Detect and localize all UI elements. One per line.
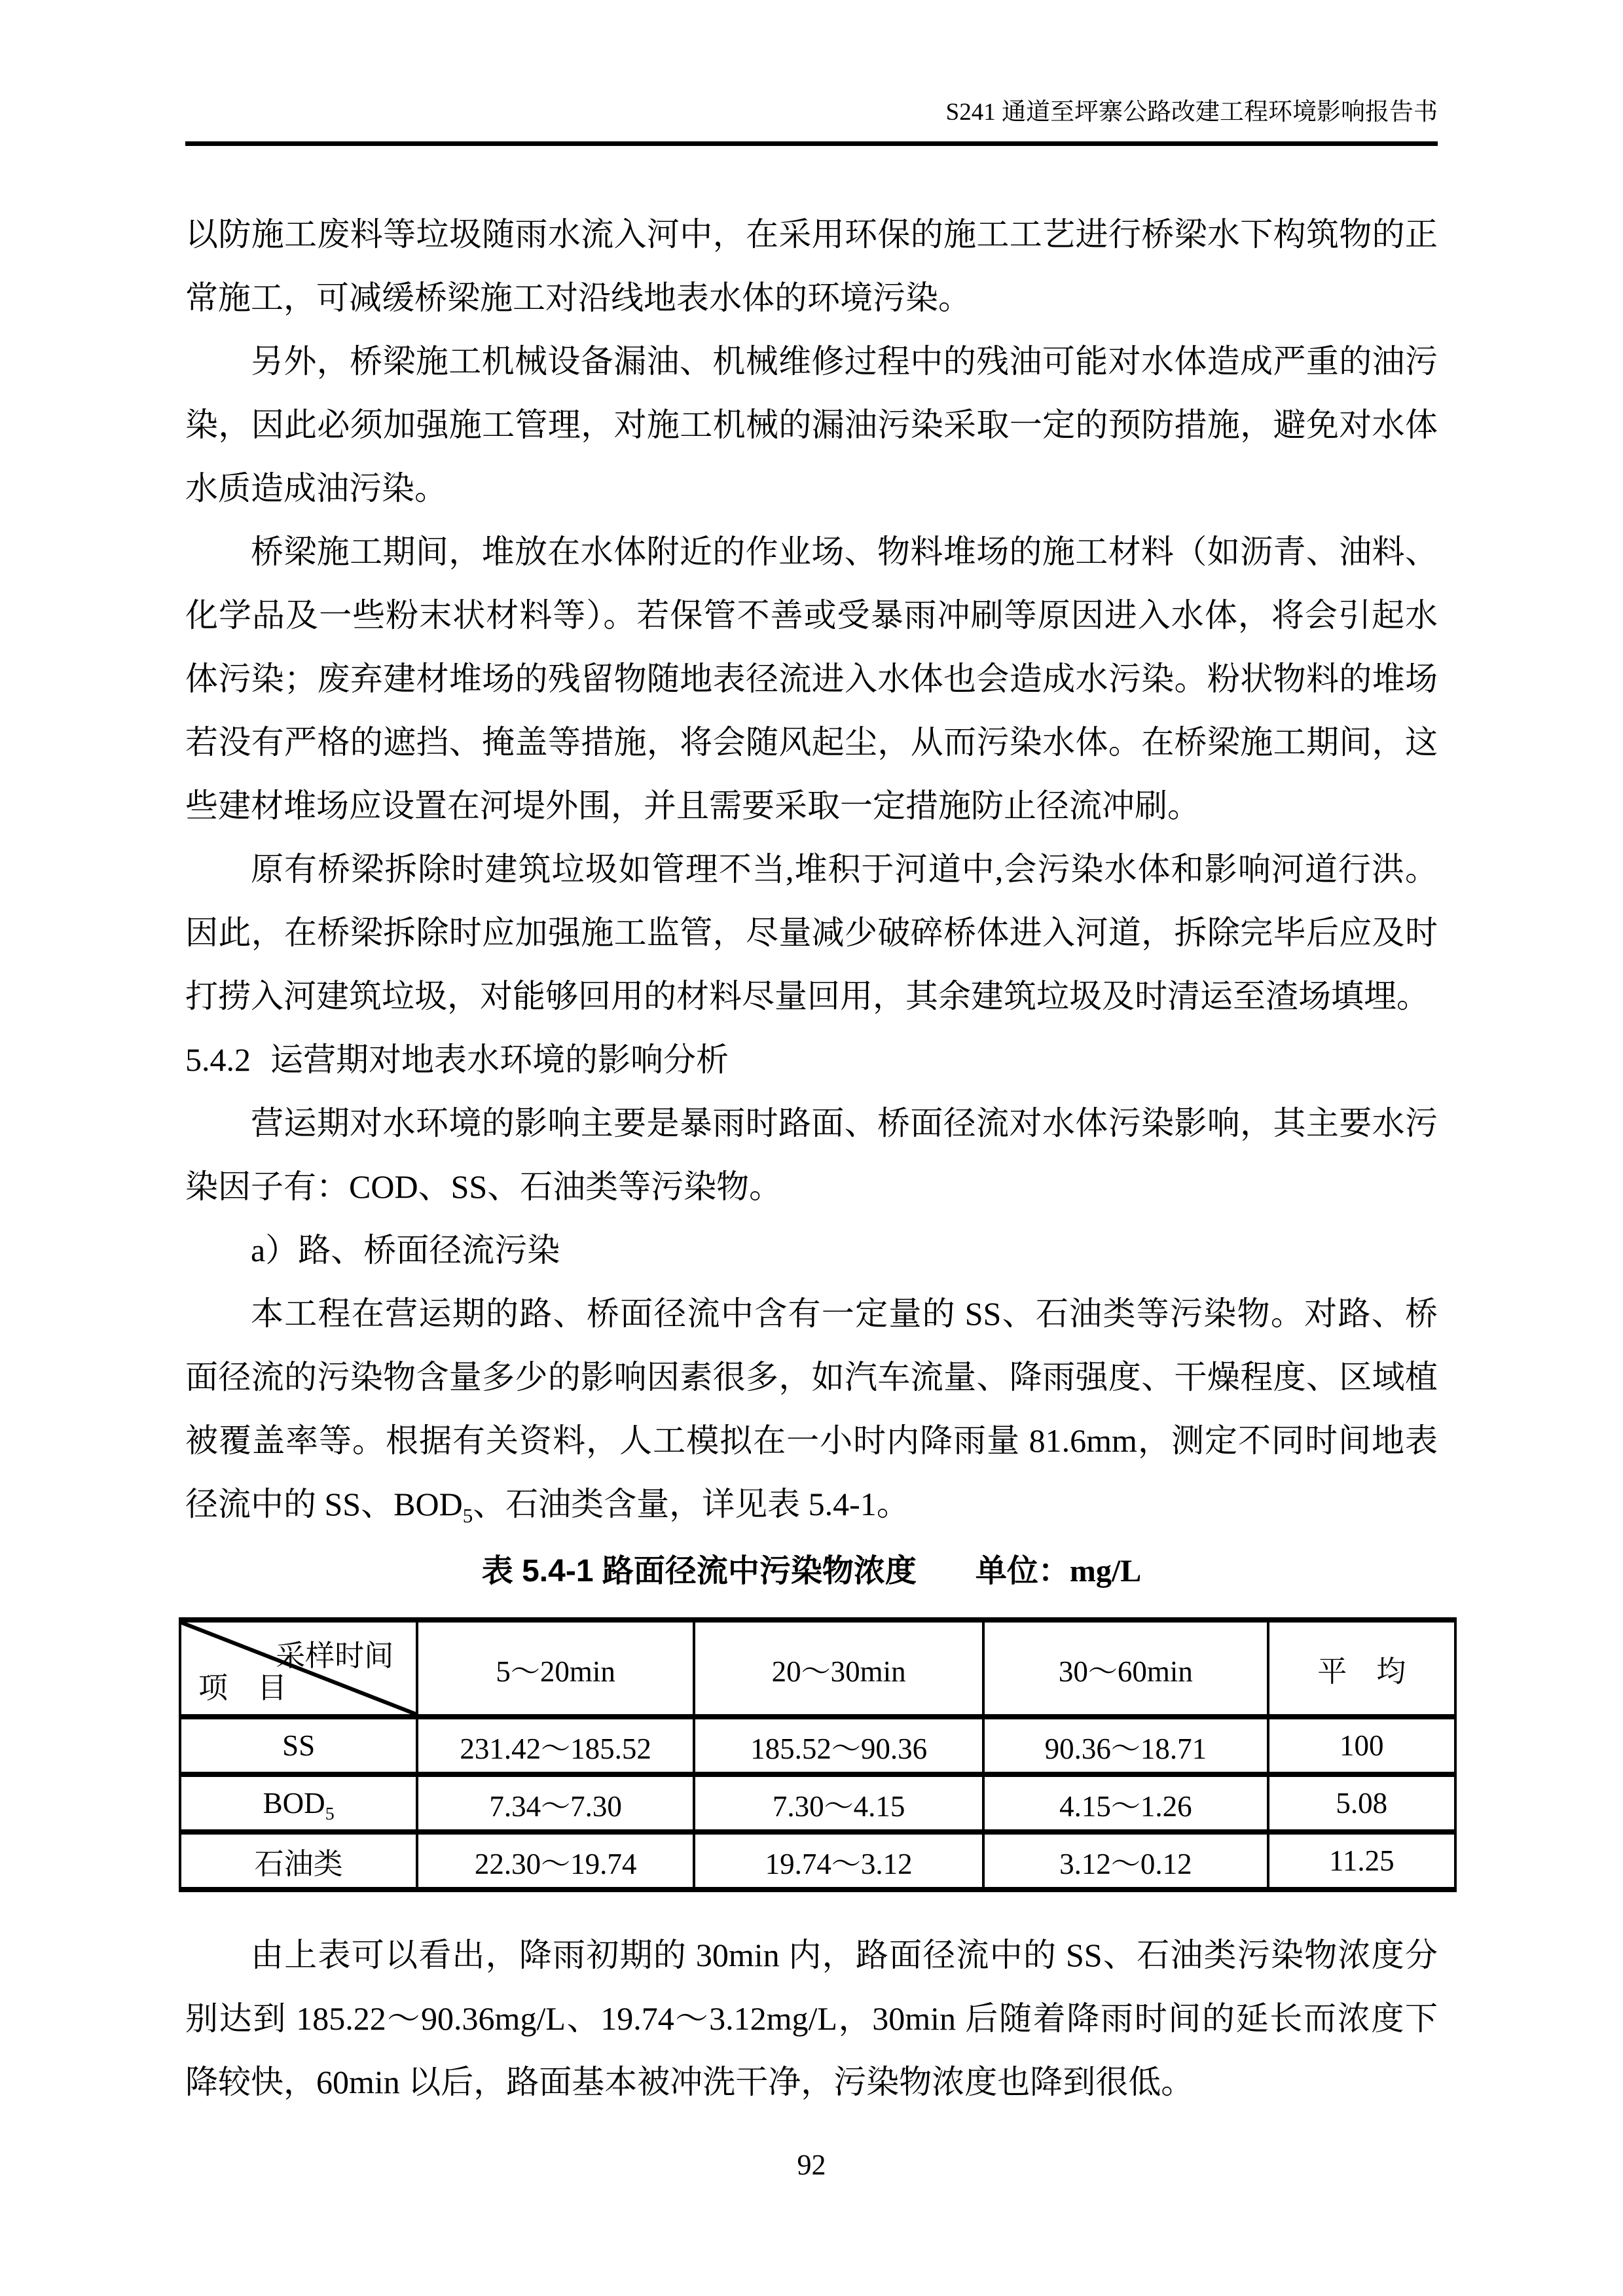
paragraph-continuation: 以防施工废料等垃圾随雨水流入河中，在采用环保的施工工艺进行桥梁水下构筑物的正常施工，可减缓桥梁施工对沿线地表水体的环境污染。	[185, 216, 1438, 316]
table-cell: 22.30～19.74	[417, 1832, 694, 1890]
paragraph-oil-pollution: 另外，桥梁施工机械设备漏油、机械维修过程中的残油可能对水体造成严重的油污染，因此必须加强施工管理，对施工机械的漏油污染采取一定的预防措施，避免对水体水质造成油污染。	[185, 343, 1438, 507]
table-cell: 7.34～7.30	[417, 1774, 694, 1832]
paragraph-runoff-subtitle: a）路、桥面径流污染	[251, 1232, 560, 1268]
column-header: 20～30min	[694, 1620, 983, 1717]
table-caption-unit-value: mg/L	[1069, 1554, 1142, 1588]
table-row-bod5	[180, 1774, 1455, 1832]
table-header-row	[180, 1620, 1455, 1717]
running-header	[185, 98, 1438, 146]
table-cell: 3.12～0.12	[983, 1832, 1267, 1890]
table-cell: 11.25	[1268, 1832, 1455, 1890]
column-header: 平 均	[1268, 1620, 1455, 1717]
table-cell: 100	[1268, 1717, 1455, 1774]
corner-label-sampling-time: 采样时间	[276, 1640, 394, 1672]
table-caption	[185, 1541, 1438, 1602]
row-label	[180, 1717, 417, 1774]
row-label-text: 石油类	[254, 1847, 343, 1880]
page-content	[185, 203, 1438, 2114]
section-heading-5-4-2	[185, 1028, 1438, 1092]
paragraph-material-stockpiles: 桥梁施工期间，堆放在水体附近的作业场、物料堆场的施工材料（如沥青、油料、化学品及一些粉末状材料等）。若保管不善或受暴雨冲刷等原因进入水体，将会引起水体污染；废弃建材堆场的残留物随地表径流进入水体也会造成水污染。粉状物料的堆场若没有严格的遮挡、掩盖等措施，将会随风起尘，从而污染水体。在桥梁施工期间，这些建材堆场应设置在河堤外围，并且需要采取一定措施防止径流冲刷。	[185, 533, 1438, 824]
table-corner-cell	[180, 1620, 417, 1717]
table-cell: 185.52～90.36	[694, 1717, 983, 1774]
column-header: 5～20min	[417, 1620, 694, 1717]
row-label-text: SS	[282, 1729, 316, 1762]
row-label	[180, 1832, 417, 1890]
table-row-ss	[180, 1717, 1455, 1774]
table-cell: 5.08	[1268, 1774, 1455, 1832]
bod-subscript: 5	[462, 1504, 473, 1527]
column-header: 30～60min	[983, 1620, 1267, 1717]
paragraph-conclusion: 由上表可以看出，降雨初期的 30min 内，路面径流中的 SS、石油类污染物浓度分别达到 185.22～90.36mg/L、19.74～3.12mg/L，30min 后随着降雨时间的延长而浓度下降较快，60min 以后，路面基本被冲洗干净，污染物浓度也降到很低。	[185, 1937, 1438, 2100]
running-header-title: S241 通道至坪寨公路改建工程环境影响报告书	[945, 99, 1438, 126]
pollutant-concentration-table	[179, 1617, 1457, 1892]
table-cell: 7.30～4.15	[694, 1774, 983, 1832]
row-label	[180, 1774, 417, 1832]
table-cell: 231.42～185.52	[417, 1717, 694, 1774]
corner-label-item: 项 目	[198, 1672, 287, 1704]
paragraph-runoff-detail	[185, 1282, 1438, 1536]
paragraph-bridge-demolition: 原有桥梁拆除时建筑垃圾如管理不当,堆积于河道中,会污染水体和影响河道行洪。因此，在桥梁拆除时应加强施工监管，尽量减少破碎桥体进入河道，拆除完毕后应及时打捞入河建筑垃圾，对能够回用的材料尽量回用，其余建筑垃圾及时清运至渣场填埋。	[185, 851, 1438, 1014]
table-cell: 19.74～3.12	[694, 1832, 983, 1890]
paragraph-operation-impact: 营运期对水环境的影响主要是暴雨时路面、桥面径流对水体污染影响，其主要水污染因子有：COD、SS、石油类等污染物。	[185, 1105, 1438, 1205]
table-cell: 4.15～1.26	[983, 1774, 1267, 1832]
row-label-text: BOD	[263, 1787, 325, 1820]
row-label-sub: 5	[325, 1804, 335, 1824]
runoff-detail-seg1: 本工程在营运期的路、桥面径流中含有一定量的 SS、石油类等污染物。对路、桥面径流的污染物含量多少的影响因素很多，如汽车流量、降雨强度、干燥程度、区域植被覆盖率等。根据有关资料，人工模拟在一小时内降雨量 81.6mm，测定不同时间地表径流中的 SS、BOD	[185, 1295, 1438, 1522]
table-row-petroleum	[180, 1832, 1455, 1890]
section-title: 运营期对地表水环境的影响分析	[270, 1041, 729, 1078]
section-number: 5.4.2	[185, 1041, 251, 1078]
table-cell: 90.36～18.71	[983, 1717, 1267, 1774]
runoff-detail-seg2: 、石油类含量，详见表 5.4-1。	[473, 1486, 909, 1522]
page-footer	[0, 2148, 1623, 2181]
table-caption-title: 表 5.4-1 路面径流中污染物浓度	[481, 1554, 917, 1588]
table-caption-unit-label: 单位：	[975, 1554, 1070, 1588]
page-number: 92	[797, 2149, 826, 2181]
